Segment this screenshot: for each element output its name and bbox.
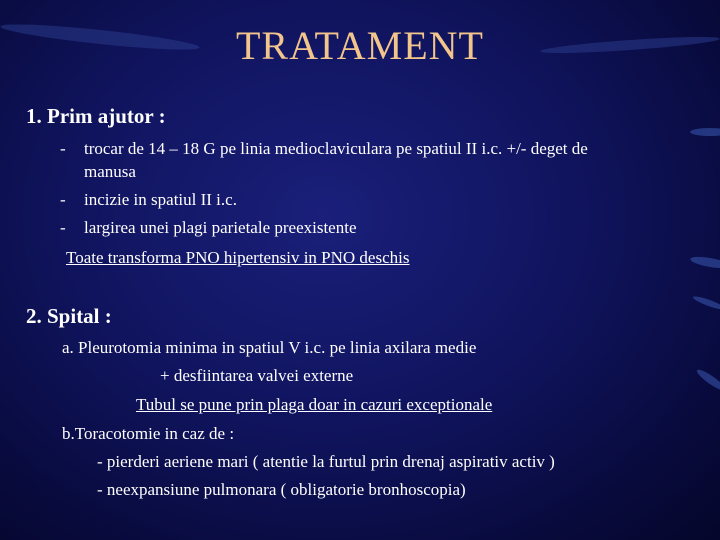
bullet-dash: - xyxy=(60,139,66,158)
treatment-line: + desfiintarea valvei externe xyxy=(160,366,354,385)
summary-note: Toate transforma PNO hipertensiv in PNO deschis xyxy=(66,248,410,267)
bullet-dash: - xyxy=(60,218,66,237)
list-item xyxy=(60,218,357,238)
treatment-line: a. Pleurotomia minima in spatiul V i.c. pe linia axilara medie xyxy=(62,338,477,357)
background-streak xyxy=(692,294,720,311)
section-heading-first-aid: 1. Prim ajutor : xyxy=(26,104,166,128)
bullet-dash: - xyxy=(60,190,66,209)
list-item-text: trocar de 14 – 18 G pe linia medioclaviculara pe spatiul II i.c. +/- deget de xyxy=(84,139,588,158)
list-item xyxy=(60,139,588,159)
background-streak xyxy=(690,255,720,271)
treatment-line: - neexpansiune pulmonara ( obligatorie bronhoscopia) xyxy=(97,480,466,499)
list-item-text: largirea unei plagi parietale preexistente xyxy=(84,218,357,237)
list-item-text: incizie in spatiul II i.c. xyxy=(84,190,237,209)
section-heading-hospital: 2. Spital : xyxy=(26,304,112,328)
background-streak xyxy=(690,128,720,136)
slide-title: TRATAMENT xyxy=(235,23,484,68)
list-item xyxy=(60,190,237,210)
list-item-continuation: manusa xyxy=(84,162,136,181)
treatment-line: - pierderi aeriene mari ( atentie la furtul prin drenaj aspirativ activ ) xyxy=(97,452,555,471)
treatment-note: Tubul se pune prin plaga doar in cazuri exceptionale xyxy=(136,395,493,414)
background-streak xyxy=(695,367,720,393)
treatment-line: b.Toracotomie in caz de : xyxy=(62,424,235,443)
